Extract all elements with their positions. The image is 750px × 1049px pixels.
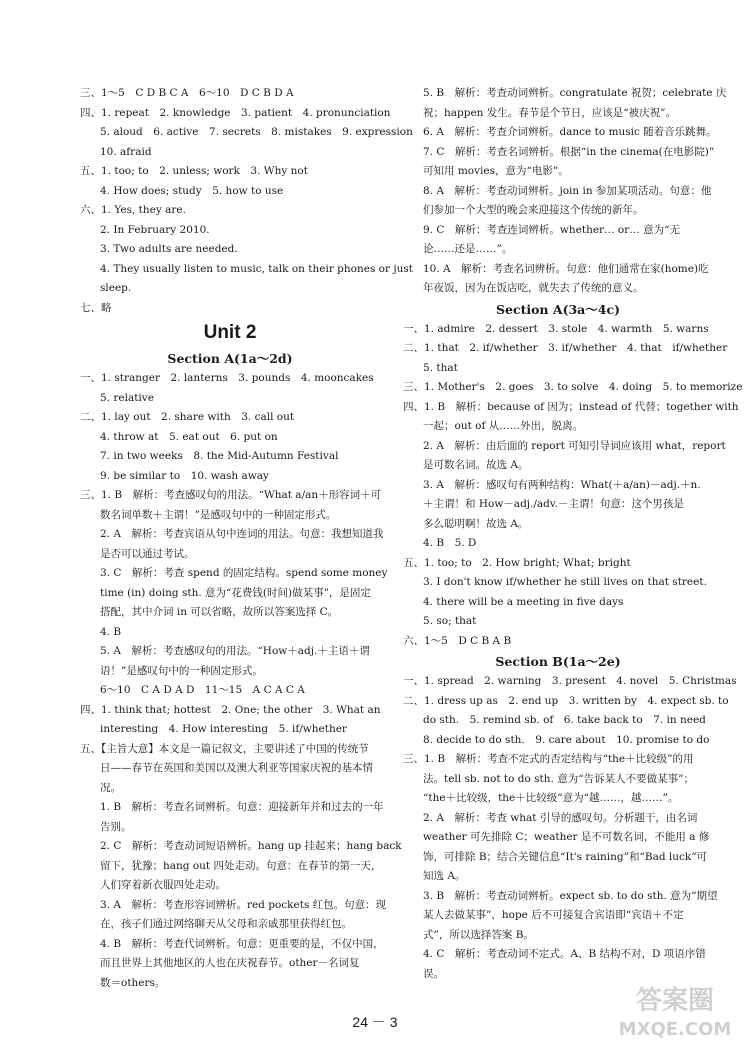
text-line: 8. A 解析：考查动词辨析。join in 参加某项活动。句意：他 — [423, 184, 712, 197]
text-line: 告别。 — [100, 820, 132, 833]
answers-block — [403, 320, 743, 652]
text-line: 4. They usually listen to music, talk on their phones or just — [100, 262, 413, 275]
text-line: 8. decide to do sth. 9. care about 10. promise to do — [423, 733, 710, 746]
text-line: 五、1. too; to 2. unless; work 3. Why not — [80, 165, 308, 177]
text-line: 5. A 解析：考查感叹句的用法。“How＋adj.＋主语＋谓 — [100, 645, 370, 657]
text-line: 4. there will be a meeting in five days — [423, 595, 624, 608]
text-line: 3. A 解析：考查形容词辨析。red pockets 红包。句意：现 — [100, 898, 387, 911]
text-line: 7. in two weeks 8. the Mid-Autumn Festival — [100, 450, 339, 462]
text-line: 数＝others。 — [100, 976, 166, 989]
text-line: 搭配，其中介词 in 可以省略，故所以答案选择 C。 — [100, 606, 339, 618]
right-column — [403, 84, 743, 984]
watermark-text: 答案圈 — [635, 986, 715, 1016]
text-line: 四、1. think that; hottest 2. One; the other 3. What an — [80, 703, 381, 716]
text-line: ＋主谓！和 How－adj./adv.－主谓！句意：这个男孩是 — [423, 498, 684, 510]
text-line: 饰，可排除 B；结合关键信息“It's raining”和“Bad luck”可 — [423, 850, 708, 863]
text-line: 法。tell sb. not to do sth. 意为“告诉某人不要做某事”； — [423, 772, 694, 785]
text-line: 5. B 解析：考查动词辨析。congratulate 祝贺；celebrate 庆 — [423, 87, 727, 99]
text-line: 数名词单数＋主谓！”是感叹句中的一种固定形式。 — [100, 508, 337, 521]
text-line: 2. C 解析：考查动词短语辨析。hang up 挂起来；hang back — [100, 840, 402, 852]
text-line: 人们穿着新衣服四处走动。 — [100, 879, 226, 891]
text-line: 5. relative — [100, 391, 154, 404]
text-line: 四、1. repeat 2. knowledge 3. patient 4. pronunciation — [80, 106, 391, 119]
text-line: do sth. 5. remind sb. of 6. take back to 7. in need — [423, 714, 706, 726]
text-line: 可知用 movies，意为“电影”。 — [423, 165, 569, 177]
text-line: 知选 A。 — [423, 870, 466, 882]
text-line: interesting 4. How interesting 5. if/whether — [100, 723, 347, 735]
text-line: 是否可以通过考试。 — [100, 547, 195, 560]
text-line: 一、1. spread 2. warning 3. present 4. novel 5. Christmas — [403, 675, 737, 687]
text-line: sleep. — [100, 282, 132, 294]
text-line: 2. A 解析：考查宾语从句中连词的用法。句意：我想知道我 — [100, 528, 384, 540]
text-line: 5. so; that — [423, 615, 477, 627]
text-line: 3. C 解析：考查 spend 的固定结构。spend some money — [100, 567, 388, 579]
text-line: 语！”是感叹句中的一种固定形式。 — [100, 664, 263, 677]
text-line: 祝；happen 发生。春节是个节日，应该是“被庆祝”。 — [423, 106, 677, 119]
answers-block — [403, 672, 737, 984]
text-line: 2. A 解析：考查 what 引导的感叹句。分析题干，由名词 — [423, 811, 698, 824]
text-line: 五、1. too; to 2. How bright; What; bright — [403, 556, 631, 569]
text-line: 9. be similar to 10. wash away — [100, 469, 269, 482]
text-line: 四、1. B 解析：because of 因为；instead of 代替；together with — [403, 400, 739, 413]
text-line: 4. B 5. D — [423, 537, 477, 549]
text-line: 六、1～5 D C B A B — [403, 634, 512, 647]
text-line: 三、1. B 解析：考查感叹句的用法。“What a/an＋形容词＋可 — [80, 489, 382, 501]
text-line: 某人去做某事”，hope 后不可接复合宾语即“宾语＋不定 — [423, 909, 684, 921]
section-heading: Section A(3a～4c) — [495, 301, 621, 317]
text-line: 二、1. that 2. if/whether 3. if/whether 4. that if/whether — [403, 342, 728, 354]
watermark-logo-icon — [610, 975, 740, 1045]
text-line: 在，孩子们通过网络聊天从父母和亲戚那里获得红包。 — [100, 918, 352, 930]
text-line: 10. afraid — [100, 145, 152, 158]
text-line: 4. C 解析：考查动词不定式。A、B 结构不对，D 项语序错 — [423, 948, 706, 960]
text-line: 7. C 解析：考查名词辨析。根据“in the cinema(在电影院)” — [423, 145, 715, 158]
answers-block — [403, 84, 727, 299]
text-line: 多么聪明啊！故选 A。 — [423, 517, 529, 530]
text-line: 三、1～5 C D B C A 6～10 D C B D A — [80, 87, 294, 99]
text-line: time (in) doing sth. 意为“花费钱(时间)做某事”，是固定 — [100, 586, 371, 599]
text-line: 是可数名词。故选 A。 — [423, 459, 529, 471]
text-line: 4. B 解析：考查代词辨析。句意：更重要的是，不仅中国， — [100, 937, 384, 950]
text-line: 6～10 C A D A D 11～15 A C A C A — [100, 684, 305, 696]
text-line: 一、1. admire 2. dessert 3. stole 4. warmth 5. warns — [403, 322, 709, 335]
watermark-url: MXQE.COM — [618, 1019, 732, 1040]
text-line: 4. throw at 5. eat out 6. put on — [100, 430, 278, 443]
text-line: 3. Two adults are needed. — [100, 243, 238, 255]
text-line: 五、【主旨大意】本文是一篇记叙文，主要讲述了中国的传统节 — [80, 742, 369, 755]
text-line: 5. aloud 6. active 7. secrets 8. mistakes 9. expression — [100, 126, 413, 138]
text-line: 1. B 解析：考查名词辨析。句意：迎接新年并和过去的一年 — [100, 801, 384, 813]
text-line: 三、1. B 解析：考查不定式的否定结构与“the＋比较级”的用 — [403, 753, 694, 765]
section-heading: Section B(1a～2e) — [495, 654, 621, 669]
text-line: 6. A 解析：考查介词辨析。dance to music 随着音乐跳舞。 — [423, 126, 717, 138]
text-line: 5. that — [423, 361, 458, 374]
text-line: 们参加一个大型的晚会来迎接这个传统的新年。 — [423, 204, 644, 216]
text-line: 误。 — [423, 967, 444, 980]
text-line: 日——春节在英国和美国以及澳大利亚等国家庆祝的基本情 — [100, 762, 373, 774]
text-line: 2. In February 2010. — [100, 223, 210, 236]
answers-block — [80, 84, 413, 318]
text-line: 而且世界上其他地区的人也在庆祝春节。other－名词复 — [100, 957, 360, 969]
text-line: 七、略 — [80, 301, 112, 314]
text-line: 2. A 解析：由后面的 report 可知引导词应该用 what，report — [423, 439, 726, 452]
page-number: 24 － 3 — [352, 1014, 398, 1030]
unit-title: Unit 2 — [203, 322, 257, 343]
text-line: 4. How does; study 5. how to use — [100, 184, 284, 197]
text-line: 3. I don't know if/whether he still lives on that street. — [423, 576, 707, 588]
text-line: “the＋比较级，the＋比较级”意为“越……，越……”。 — [423, 792, 679, 804]
text-line: 10. A 解析：考查名词辨析。句意：他们通常在家(home)吃 — [423, 262, 709, 275]
text-line: 3. A 解析：感叹句有两种结构：What(＋a/an)－adj.＋n. — [423, 478, 701, 491]
text-line: 二、1. lay out 2. share with 3. call out — [80, 411, 295, 423]
left-column — [80, 84, 413, 993]
text-line: 况。 — [100, 781, 121, 794]
text-line: 二、1. dress up as 2. end up 3. written by 4. expect sb. to — [403, 694, 729, 707]
text-line: 年夜饭，因为在饭店吃，就失去了传统的意义。 — [423, 282, 644, 294]
text-line: 式”，所以选择答案 B。 — [423, 928, 534, 941]
text-line: 六、1. Yes, they are. — [80, 204, 186, 216]
answers-block — [80, 369, 402, 993]
text-line: 三、1. Mother's 2. goes 3. to solve 4. doing 5. to memorize — [403, 381, 743, 393]
section-heading: Section A(1a～2d) — [167, 351, 293, 366]
text-line: 一、1. stranger 2. lanterns 3. pounds 4. mooncakes — [80, 372, 374, 384]
text-line: 4. B — [100, 625, 122, 638]
text-line: 一起；out of 从……外出，脱离。 — [423, 420, 584, 432]
text-line: weather 可先排除 C；weather 是不可数名词，不能用 a 修 — [423, 831, 710, 843]
text-line: 3. B 解析：考查动词辨析。expect sb. to do sth. 意为“期望 — [423, 889, 718, 902]
text-line: 留下，犹豫；hang out 四处走动。句意：在春节的第一天， — [100, 859, 382, 872]
text-line: 9. C 解析：考查连词辨析。whether… or… 意为“无 — [423, 223, 680, 236]
text-line: 论……还是……”。 — [423, 243, 513, 255]
